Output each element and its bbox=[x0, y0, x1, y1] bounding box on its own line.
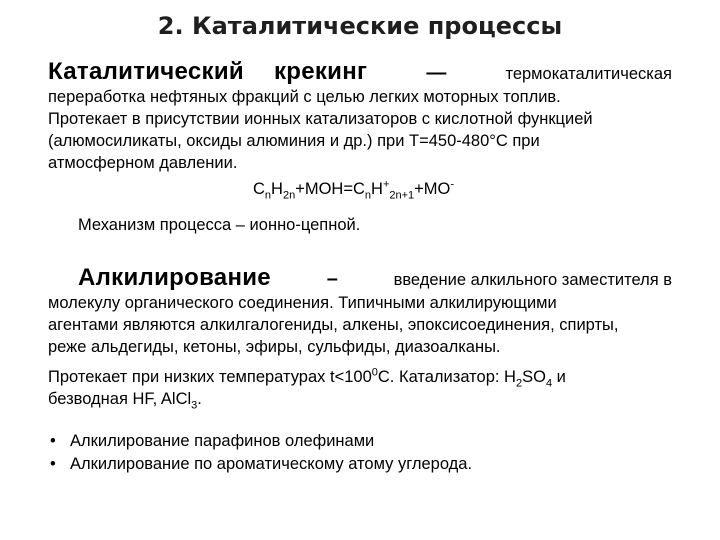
alkylation-line-2: агентами являются алкилгалогениды, алкены, эпоксисоединения, спирты, bbox=[48, 316, 619, 334]
catalytic-cracking-section bbox=[48, 58, 672, 236]
alkylation-line-1: молекулу органического соединения. Типичными алкилирующими bbox=[48, 294, 557, 312]
list-item bbox=[48, 430, 672, 453]
alkylation-line-3: реже альдегиды, кетоны, эфиры, сульфиды, диазоалканы. bbox=[48, 338, 501, 356]
alkylation-line-5: безводная HF, AlCl$_3$. bbox=[48, 390, 202, 412]
slide-title: 2. Каталитические процессы bbox=[157, 12, 563, 40]
list-item-text: Алкилирование по ароматическому атому углерода. bbox=[70, 455, 473, 473]
bullet-icon: • bbox=[50, 432, 56, 450]
cracking-body bbox=[48, 86, 672, 174]
bullet-icon: • bbox=[50, 455, 56, 473]
cracking-lead-rest: термокаталитическая bbox=[505, 65, 672, 83]
cracking-line-4: атмосферном давлении. bbox=[48, 154, 238, 172]
cracking-term-word2: крекинг bbox=[273, 58, 368, 85]
cracking-mechanism: Механизм процесса – ионно-цепной. bbox=[78, 216, 361, 234]
alkylation-line-4: Протекает при низких температурах $t<100^0С$. Катализатор: $H_2SO_4$ и bbox=[48, 366, 566, 390]
alkylation-conditions bbox=[48, 366, 672, 410]
list-item-text: Алкилирование парафинов олефинами bbox=[70, 432, 375, 450]
alkylation-lead-rest: введение алкильного заместителя в bbox=[393, 271, 672, 289]
cracking-term-word1: Каталитический bbox=[48, 58, 244, 85]
cracking-dash: — bbox=[426, 62, 447, 84]
alkylation-section bbox=[48, 264, 672, 410]
alkylation-lead-line bbox=[48, 264, 672, 292]
alkylation-dash: – bbox=[326, 268, 338, 290]
cracking-formula: $C_nH_{2n}+MOH=C_nH^+_{2n+1}+MO^-$ bbox=[253, 178, 455, 202]
alkylation-types-list bbox=[48, 430, 672, 476]
cracking-lead-line bbox=[48, 58, 672, 86]
cracking-term bbox=[48, 58, 367, 86]
alkylation-term: Алкилирование bbox=[78, 264, 271, 291]
cracking-line-2: Протекает в присутствии ионных катализаторов с кислотной функцией bbox=[48, 110, 593, 128]
alkylation-body bbox=[48, 292, 672, 358]
cracking-line-1: переработка нефтяных фракций с целью легких моторных топлив. bbox=[48, 88, 561, 106]
cracking-line-3: (алюмосиликаты, оксиды алюминия и др.) при Т=450-480°С при bbox=[48, 132, 540, 150]
list-item bbox=[48, 453, 672, 476]
